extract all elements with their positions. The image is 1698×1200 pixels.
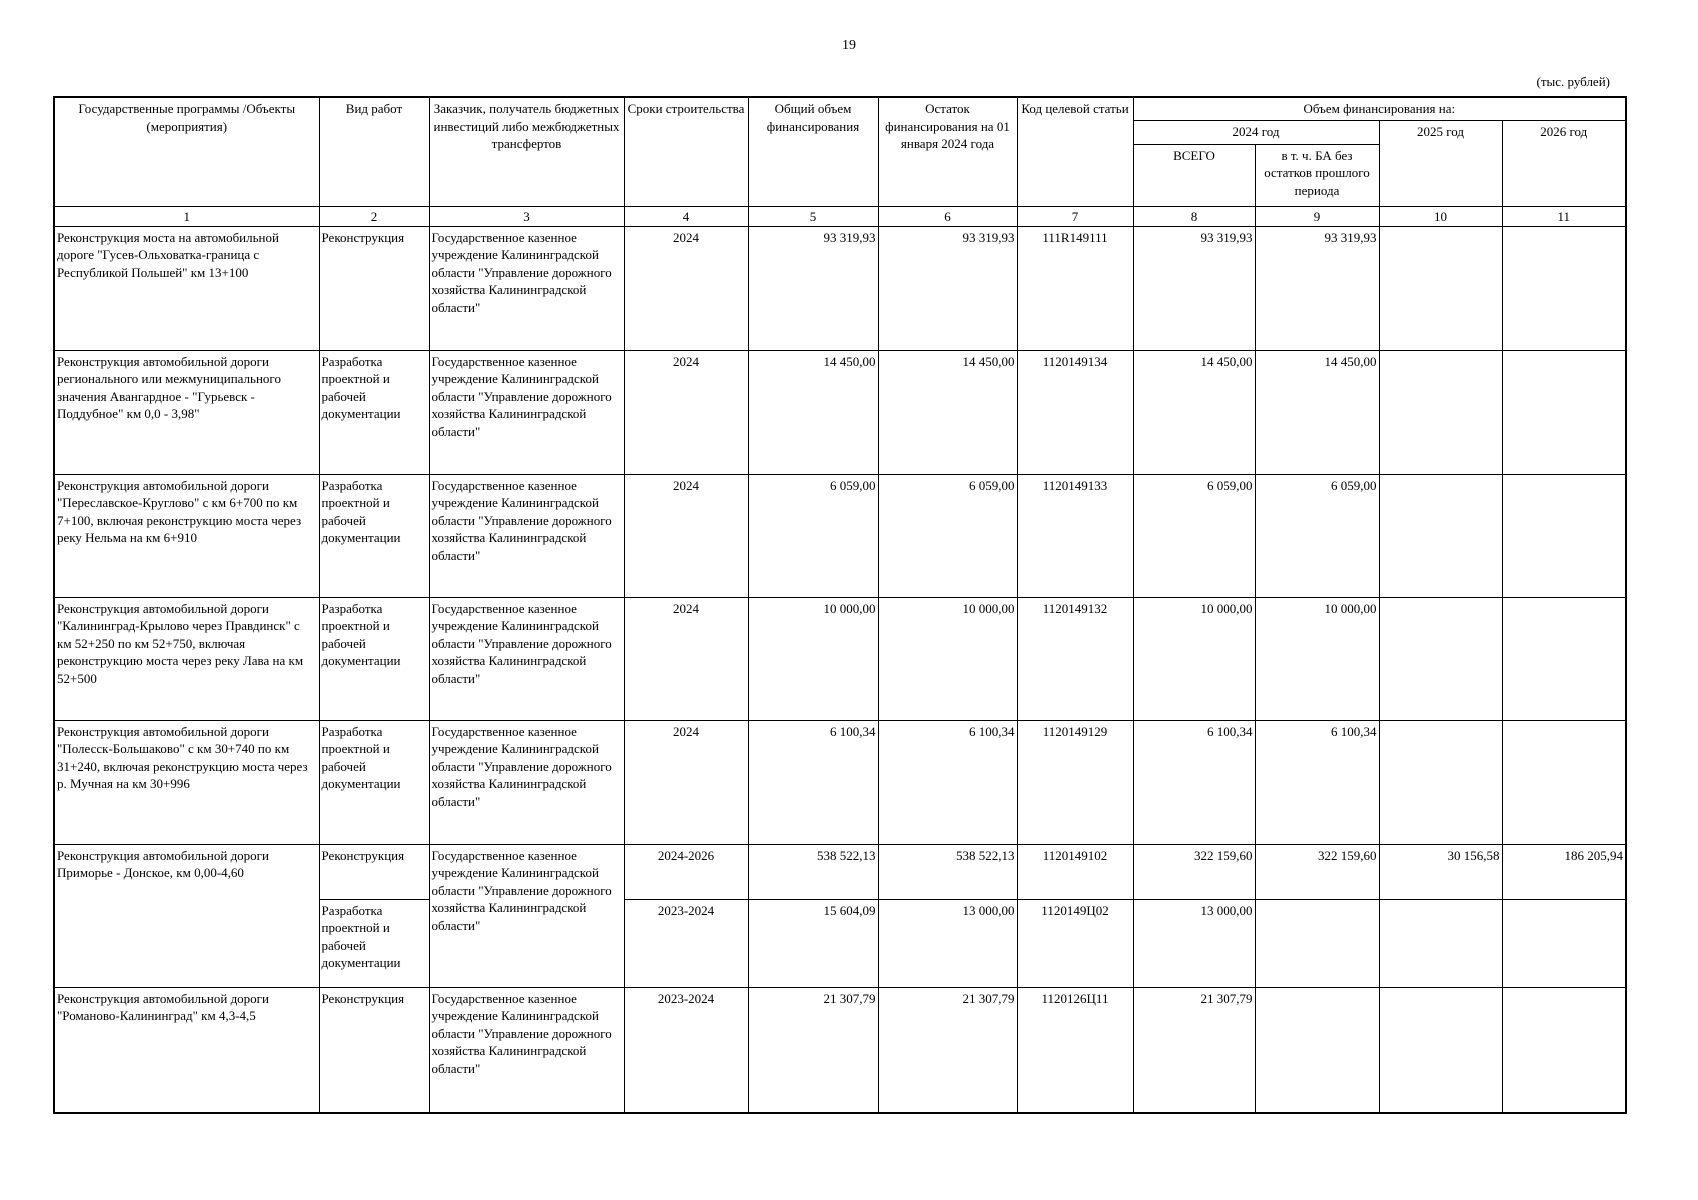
cell-code: 1120126Ц11 xyxy=(1017,987,1133,1113)
header-2024: 2024 год xyxy=(1133,120,1379,144)
cell-remainder: 10 000,00 xyxy=(878,597,1017,720)
cell-all: 6 100,34 xyxy=(1133,720,1255,844)
cell-code: 1120149134 xyxy=(1017,350,1133,474)
cell-remainder: 14 450,00 xyxy=(878,350,1017,474)
cell-2025 xyxy=(1379,720,1502,844)
cell-all: 21 307,79 xyxy=(1133,987,1255,1113)
cell-terms: 2024 xyxy=(624,474,748,597)
table-row xyxy=(54,474,1626,597)
header-2026: 2026 год xyxy=(1502,120,1626,206)
header-2025: 2025 год xyxy=(1379,120,1502,206)
cell-2026 xyxy=(1502,226,1626,350)
cell-2025 xyxy=(1379,987,1502,1113)
cell-total: 93 319,93 xyxy=(748,226,878,350)
cell-customer: Государственное казенное учреждение Калининградской области "Управление дорожного хозяйства Калининградской области" xyxy=(429,720,624,844)
cell-ba: 93 319,93 xyxy=(1255,226,1379,350)
column-number: 11 xyxy=(1502,206,1626,226)
cell-code: 1120149133 xyxy=(1017,474,1133,597)
cell-work: Реконструкция xyxy=(319,987,429,1113)
cell-2025 xyxy=(1379,350,1502,474)
cell-2026 xyxy=(1502,474,1626,597)
table-row xyxy=(54,226,1626,350)
header-terms: Сроки строительства xyxy=(624,97,748,206)
financing-table xyxy=(53,96,1627,1114)
column-number: 1 xyxy=(54,206,319,226)
cell-customer: Государственное казенное учреждение Калининградской области "Управление дорожного хозяйства Калининградской области" xyxy=(429,226,624,350)
column-number: 3 xyxy=(429,206,624,226)
table-row xyxy=(54,597,1626,720)
cell-code: 1120149102 xyxy=(1017,844,1133,899)
cell-total: 15 604,09 xyxy=(748,899,878,987)
cell-code: 1120149132 xyxy=(1017,597,1133,720)
cell-object: Реконструкция автомобильной дороги Приморье - Донское, км 0,00-4,60 xyxy=(54,844,319,987)
page-number: 19 xyxy=(842,38,856,53)
cell-all: 322 159,60 xyxy=(1133,844,1255,899)
cell-ba xyxy=(1255,987,1379,1113)
cell-2026 xyxy=(1502,987,1626,1113)
header-customer: Заказчик, получатель бюджетных инвестиций либо межбюджетных трансфертов xyxy=(429,97,624,206)
cell-customer: Государственное казенное учреждение Калининградской области "Управление дорожного хозяйства Калининградской области" xyxy=(429,597,624,720)
header-ba: в т. ч. БА без остатков прошлого периода xyxy=(1255,144,1379,206)
cell-object: Реконструкция автомобильной дороги "Романово-Калининград" км 4,3-4,5 xyxy=(54,987,319,1113)
column-number: 2 xyxy=(319,206,429,226)
cell-2025 xyxy=(1379,597,1502,720)
cell-terms: 2024-2026 xyxy=(624,844,748,899)
cell-customer: Государственное казенное учреждение Калининградской области "Управление дорожного хозяйства Калининградской области" xyxy=(429,350,624,474)
cell-remainder: 6 059,00 xyxy=(878,474,1017,597)
cell-object: Реконструкция моста на автомобильной дороге "Гусев-Ольховатка-граница с Республикой Польшей" км 13+100 xyxy=(54,226,319,350)
column-number-row xyxy=(54,206,1626,226)
cell-2025: 30 156,58 xyxy=(1379,844,1502,899)
column-number: 6 xyxy=(878,206,1017,226)
column-number: 8 xyxy=(1133,206,1255,226)
cell-object: Реконструкция автомобильной дороги "Полесск-Большаково" с км 30+740 по км 31+240, включая реконструкцию моста через р. Мучная на км 30+996 xyxy=(54,720,319,844)
cell-all: 10 000,00 xyxy=(1133,597,1255,720)
cell-remainder: 93 319,93 xyxy=(878,226,1017,350)
cell-object: Реконструкция автомобильной дороги регионального или межмуниципального значения Авангардное - "Гурьевск - Поддубное" км 0,0 - 3,98" xyxy=(54,350,319,474)
cell-customer: Государственное казенное учреждение Калининградской области "Управление дорожного хозяйства Калининградской области" xyxy=(429,844,624,987)
header-programs: Государственные программы /Объекты (мероприятия) xyxy=(54,97,319,206)
cell-terms: 2024 xyxy=(624,350,748,474)
header-all: ВСЕГО xyxy=(1133,144,1255,206)
cell-object: Реконструкция автомобильной дороги "Калининград-Крылово через Правдинск" с км 52+250 по км 52+750, включая реконструкцию моста через реку Лава на км 52+500 xyxy=(54,597,319,720)
cell-remainder: 538 522,13 xyxy=(878,844,1017,899)
table-row xyxy=(54,844,1626,899)
cell-object: Реконструкция автомобильной дороги "Переславское-Круглово" с км 6+700 по км 7+100, включая реконструкцию моста через реку Нельма на км 6+910 xyxy=(54,474,319,597)
cell-2025 xyxy=(1379,899,1502,987)
header-remainder: Остаток финансирования на 01 января 2024 года xyxy=(878,97,1017,206)
cell-total: 538 522,13 xyxy=(748,844,878,899)
cell-work: Реконструкция xyxy=(319,226,429,350)
column-number: 7 xyxy=(1017,206,1133,226)
table-header xyxy=(54,97,1626,226)
cell-remainder: 6 100,34 xyxy=(878,720,1017,844)
cell-total: 21 307,79 xyxy=(748,987,878,1113)
cell-total: 6 059,00 xyxy=(748,474,878,597)
cell-2026: 186 205,94 xyxy=(1502,844,1626,899)
cell-code: 1120149129 xyxy=(1017,720,1133,844)
cell-2025 xyxy=(1379,226,1502,350)
cell-total: 10 000,00 xyxy=(748,597,878,720)
cell-all: 6 059,00 xyxy=(1133,474,1255,597)
cell-ba: 10 000,00 xyxy=(1255,597,1379,720)
cell-all: 14 450,00 xyxy=(1133,350,1255,474)
cell-code: 1120149Ц02 xyxy=(1017,899,1133,987)
units-label: (тыс. рублей) xyxy=(1536,74,1610,89)
cell-2026 xyxy=(1502,899,1626,987)
cell-2026 xyxy=(1502,597,1626,720)
header-total: Общий объем финансирования xyxy=(748,97,878,206)
cell-2026 xyxy=(1502,720,1626,844)
cell-customer: Государственное казенное учреждение Калининградской области "Управление дорожного хозяйства Калининградской области" xyxy=(429,987,624,1113)
cell-terms: 2023-2024 xyxy=(624,899,748,987)
cell-code: 111R149111 xyxy=(1017,226,1133,350)
cell-terms: 2023-2024 xyxy=(624,987,748,1113)
cell-2026 xyxy=(1502,350,1626,474)
cell-remainder: 13 000,00 xyxy=(878,899,1017,987)
table-row xyxy=(54,350,1626,474)
column-number: 10 xyxy=(1379,206,1502,226)
cell-ba: 6 059,00 xyxy=(1255,474,1379,597)
cell-work: Разработка проектной и рабочей документации xyxy=(319,350,429,474)
header-financing: Объем финансирования на: xyxy=(1133,97,1626,120)
cell-all: 13 000,00 xyxy=(1133,899,1255,987)
table-row xyxy=(54,987,1626,1113)
cell-work: Разработка проектной и рабочей документации xyxy=(319,899,429,987)
cell-ba: 14 450,00 xyxy=(1255,350,1379,474)
cell-2025 xyxy=(1379,474,1502,597)
cell-customer: Государственное казенное учреждение Калининградской области "Управление дорожного хозяйства Калининградской области" xyxy=(429,474,624,597)
cell-ba: 6 100,34 xyxy=(1255,720,1379,844)
column-number: 9 xyxy=(1255,206,1379,226)
table-body xyxy=(54,226,1626,1113)
cell-remainder: 21 307,79 xyxy=(878,987,1017,1113)
cell-work: Реконструкция xyxy=(319,844,429,899)
cell-terms: 2024 xyxy=(624,226,748,350)
column-number: 5 xyxy=(748,206,878,226)
cell-work: Разработка проектной и рабочей документации xyxy=(319,720,429,844)
cell-work: Разработка проектной и рабочей документации xyxy=(319,474,429,597)
header-code: Код целевой статьи xyxy=(1017,97,1133,206)
header-work-type: Вид работ xyxy=(319,97,429,206)
cell-total: 6 100,34 xyxy=(748,720,878,844)
column-number: 4 xyxy=(624,206,748,226)
cell-ba xyxy=(1255,899,1379,987)
cell-total: 14 450,00 xyxy=(748,350,878,474)
cell-ba: 322 159,60 xyxy=(1255,844,1379,899)
cell-terms: 2024 xyxy=(624,720,748,844)
cell-all: 93 319,93 xyxy=(1133,226,1255,350)
cell-work: Разработка проектной и рабочей документации xyxy=(319,597,429,720)
cell-terms: 2024 xyxy=(624,597,748,720)
table-row xyxy=(54,720,1626,844)
